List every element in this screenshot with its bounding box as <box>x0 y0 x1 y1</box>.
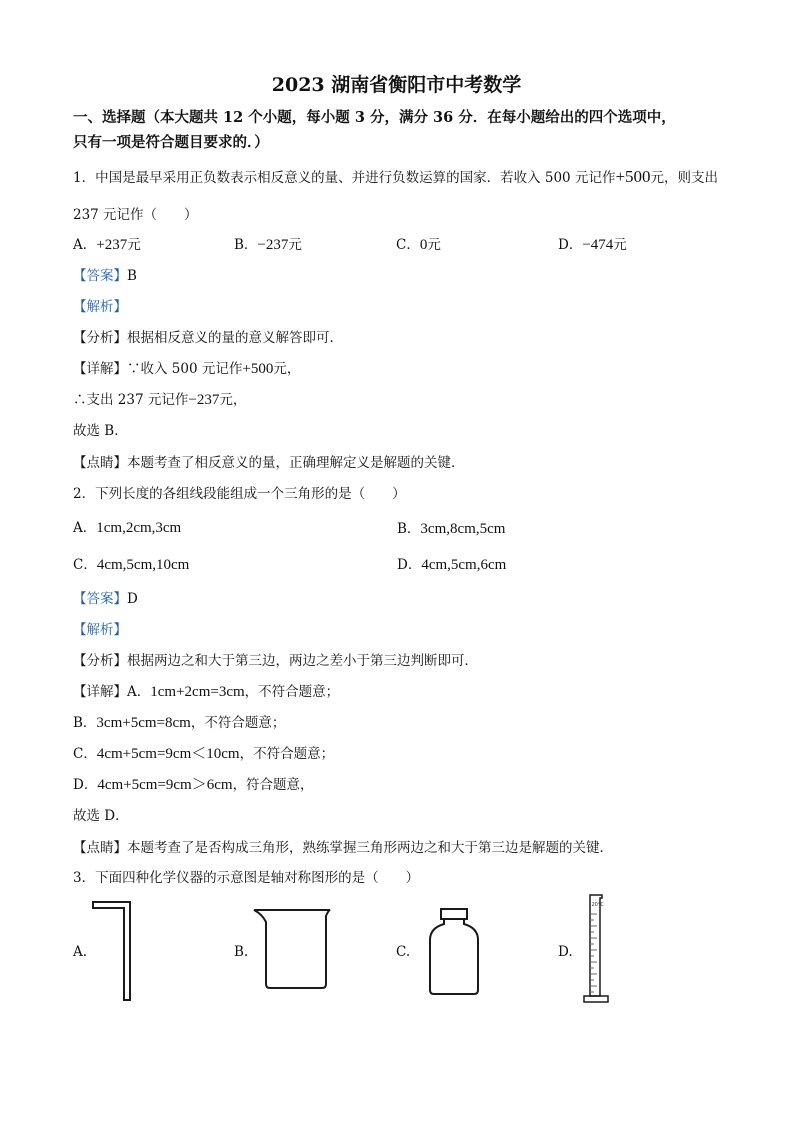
option-label: B． <box>397 521 421 537</box>
q3-option-a-label: A. <box>73 944 88 960</box>
option-label: A． <box>73 520 97 536</box>
detail-tail: ，不符合题意； <box>190 715 286 731</box>
q1-conclusion: 故选 B． <box>73 423 128 439</box>
q1-option-c <box>396 233 441 254</box>
q1-option-b <box>234 233 302 254</box>
fenxi-tag: 【分析】 <box>73 653 127 669</box>
option-math: 4cm,5cm,6cm <box>421 557 507 573</box>
option-label: B． <box>234 237 258 253</box>
detail-math: −237 <box>188 392 220 408</box>
graduated-cylinder-figure <box>578 892 618 1008</box>
option-math: 0 <box>419 237 428 253</box>
q1-stem-text: 1．中国是最早采用正负数表示相反意义的量、并进行负数运算的国家．若收入 500 元记作 <box>73 170 616 186</box>
q1-comment <box>73 451 465 471</box>
q2-detail-line-c <box>73 742 334 763</box>
q2-conclusion: 故选 D． <box>73 808 129 824</box>
answer-tag: 【答案】 <box>73 268 127 284</box>
answer-value: B <box>127 268 137 284</box>
q1-option-d <box>558 233 627 254</box>
option-unit: 元 <box>288 237 302 253</box>
q2-analysis-tag: 【解析】 <box>73 622 127 638</box>
q1-analysis-tag: 【解析】 <box>73 299 127 315</box>
answer-value: D <box>127 591 138 607</box>
comment-text: 本题考查了是否构成三角形，熟练掌握三角形两边之和大于第三边是解题的关键． <box>127 840 613 856</box>
detail-math: 1cm+2cm=3cm <box>150 684 245 700</box>
detail-math: 3cm+5cm=8cm <box>96 715 191 731</box>
q2-fenxi <box>73 649 478 669</box>
option-math: 1cm,2cm,3cm <box>96 520 182 536</box>
option-unit: 元 <box>613 237 627 253</box>
q2-detail <box>73 680 339 701</box>
q3-stem: 3．下面四种化学仪器的示意图是轴对称图形的是（ ） <box>73 870 420 886</box>
detail-tail: ，符合题意， <box>232 777 314 793</box>
detail-math: 4cm+5cm=9cm＜10cm <box>96 746 240 762</box>
q2-option-a <box>73 516 181 537</box>
option-math: −237 <box>257 237 289 253</box>
fenxi-tag: 【分析】 <box>73 330 127 346</box>
q2-option-c <box>73 553 189 574</box>
q1-stem-line1 <box>73 166 718 187</box>
option-label: D． <box>397 557 422 573</box>
option-math: 3cm,8cm,5cm <box>420 521 506 537</box>
q1-detail-line2 <box>73 388 246 409</box>
detail-math: +500 <box>242 361 274 377</box>
detail-text-end: 元， <box>273 361 301 377</box>
detail-tag: 【详解】 <box>73 361 127 377</box>
q3-option-b-label: B. <box>234 944 249 960</box>
detail-text-end: 元， <box>219 392 247 408</box>
option-label: C． <box>73 557 97 573</box>
beaker-figure <box>250 906 334 994</box>
q2-stem: 2．下列长度的各组线段能组成一个三角形的是（ ） <box>73 486 406 502</box>
detail-text: ∵收入 500 元记作 <box>127 361 243 377</box>
reagent-bottle-figure <box>424 906 484 1000</box>
option-math: 4cm,5cm,10cm <box>96 557 190 573</box>
detail-label: C． <box>73 746 97 762</box>
comment-tag: 【点睛】 <box>73 840 127 856</box>
detail-label: A． <box>127 684 151 700</box>
q1-option-a <box>73 233 141 254</box>
option-math: −474 <box>582 237 614 253</box>
q1-answer <box>73 264 137 284</box>
fenxi-text: 根据相反意义的量的意义解答即可． <box>127 330 343 346</box>
q2-option-d <box>397 553 506 574</box>
option-unit: 元 <box>127 237 141 253</box>
fenxi-text: 根据两边之和大于第三边，两边之差小于第三边判断即可． <box>127 653 478 669</box>
q1-stem-math: +500 <box>615 167 651 186</box>
detail-label: D． <box>73 777 98 793</box>
q2-comment <box>73 836 613 856</box>
q3-option-c-label: C. <box>396 944 411 960</box>
q1-stem-text-end: 元，则支出 <box>650 170 719 186</box>
detail-math: 4cm+5cm=9cm＞6cm <box>97 777 233 793</box>
detail-tail: ，不符合题意； <box>239 746 335 762</box>
q2-detail-line-b <box>73 711 285 732</box>
option-unit: 元 <box>427 237 441 253</box>
section-heading-line2: 只有一项是符合题目要求的．） <box>73 134 269 151</box>
page-title: 2023 湖南省衡阳市中考数学 <box>271 74 522 96</box>
q2-detail-line-d <box>73 773 314 794</box>
detail-label: B． <box>73 715 97 731</box>
detail-tail: ，不符合题意； <box>244 684 340 700</box>
answer-tag: 【答案】 <box>73 591 127 607</box>
q2-answer <box>73 587 138 607</box>
option-label: C． <box>396 237 420 253</box>
q1-fenxi <box>73 326 343 346</box>
detail-tag: 【详解】 <box>73 684 127 700</box>
option-label: A． <box>73 237 97 253</box>
q2-option-b <box>397 517 505 538</box>
q1-detail <box>73 357 300 378</box>
glass-tube-figure <box>88 898 138 1006</box>
q3-option-d-label: D. <box>558 944 573 960</box>
option-label: D． <box>558 237 583 253</box>
option-math: +237 <box>96 237 128 253</box>
section-heading-line1: 一、选择题（本大题共 12 个小题，每小题 3 分，满分 36 分．在每小题给出的四个选项中， <box>73 109 676 126</box>
cylinder-mark: 20°C <box>591 902 604 908</box>
comment-text: 本题考查了相反意义的量，正确理解定义是解题的关键． <box>127 455 465 471</box>
q1-stem-line2: 237 元记作（ ） <box>73 207 198 223</box>
comment-tag: 【点睛】 <box>73 455 127 471</box>
detail-text: ∴支出 237 元记作 <box>73 392 189 408</box>
